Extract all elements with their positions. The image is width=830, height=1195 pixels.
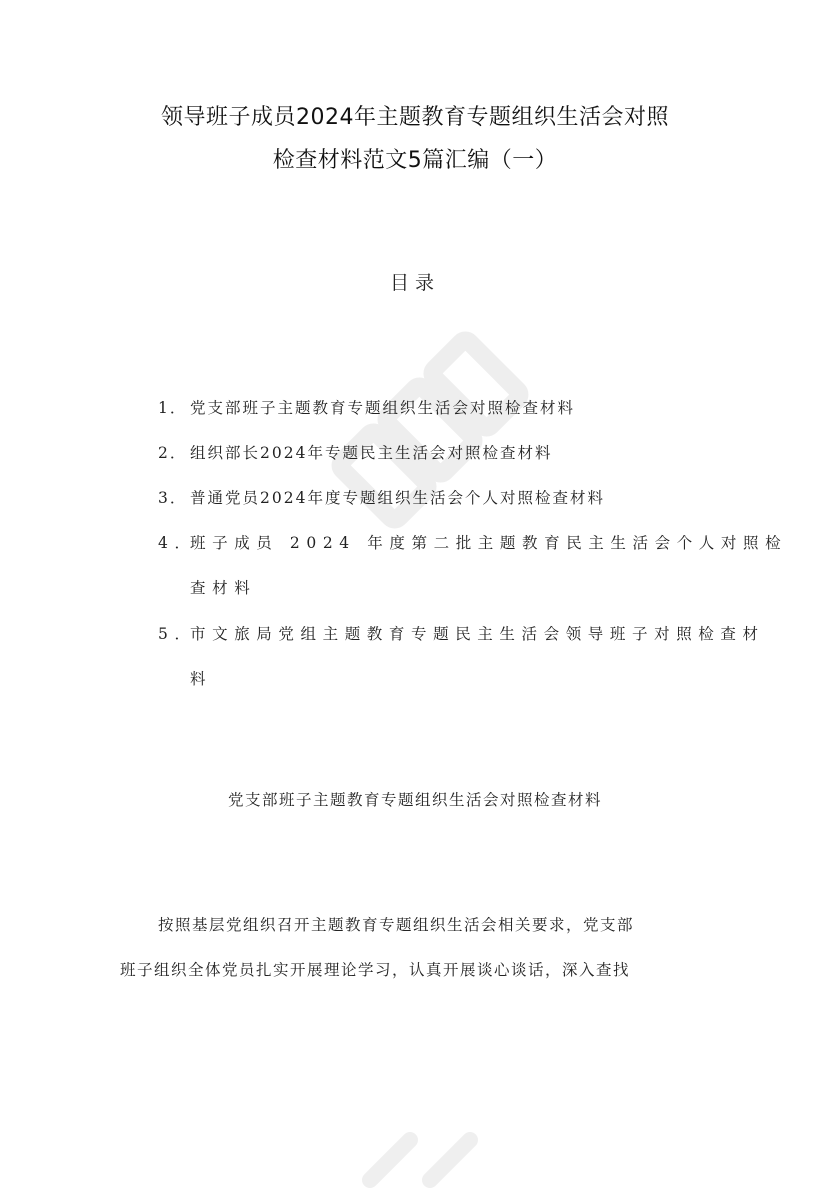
toc-heading: 目录 <box>389 272 440 294</box>
toc-item-5[interactable] <box>158 622 765 644</box>
toc-item-5-continuation[interactable]: 料 <box>190 670 213 688</box>
body-line-2: 班子组织全体党员扎实开展理论学习，认真开展谈心谈话，深入查找 <box>120 961 631 979</box>
toc-item-4-continuation[interactable]: 查材料 <box>190 579 257 597</box>
watermark-logo-bottom-icon <box>330 1110 530 1190</box>
toc-item-text: 普通党员2024年度专题组织生活会个人对照检查材料 <box>190 489 605 507</box>
body-line-1: 按照基层党组织召开主题教育专题组织生活会相关要求，党支部 <box>158 916 635 934</box>
toc-item-text: 市文旅局党组主题教育专题民主生活会领导班子对照检查材 <box>190 625 765 643</box>
watermark-logo-icon <box>300 300 560 560</box>
toc-item-4[interactable] <box>158 531 787 553</box>
toc-item-text: 班子成员 2024 年度第二批主题教育民主生活会个人对照检 <box>190 534 788 552</box>
toc-item-number: 3． <box>158 489 188 507</box>
toc-item-3[interactable] <box>158 486 605 508</box>
toc-item-number: 4． <box>158 534 197 552</box>
toc-item-number: 1． <box>158 399 188 417</box>
toc-item-text: 党支部班子主题教育专题组织生活会对照检查材料 <box>190 399 576 417</box>
toc-item-2[interactable] <box>158 441 552 463</box>
toc-item-text: 组织部长2024年专题民主生活会对照检查材料 <box>190 444 553 462</box>
toc-item-1[interactable] <box>158 396 575 418</box>
document-title-line-2: 检查材料范文5篇汇编（一） <box>272 148 558 173</box>
document-title-line-1: 领导班子成员2024年主题教育专题组织生活会对照 <box>161 105 669 130</box>
section-title: 党支部班子主题教育专题组织生活会对照检查材料 <box>227 791 602 809</box>
toc-item-number: 2． <box>158 444 188 462</box>
toc-item-number: 5． <box>158 625 197 643</box>
watermark-bottom <box>330 1110 530 1190</box>
watermark-top <box>300 300 560 560</box>
